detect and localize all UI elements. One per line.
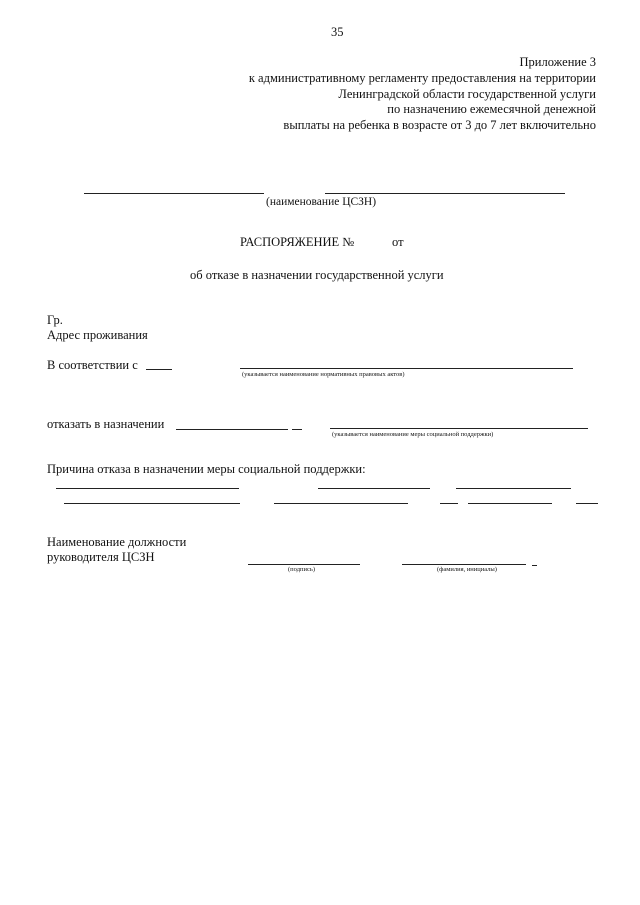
reason-line-2b — [274, 503, 408, 504]
appendix-line-3: Ленинградской области государственной услуги — [338, 87, 596, 101]
signature-caption: (подпись) — [288, 566, 315, 573]
page-number: 35 — [331, 25, 344, 39]
accordance-line — [240, 368, 573, 369]
org-name-line-right — [325, 193, 565, 194]
address-label: Адрес проживания — [47, 328, 148, 342]
signature-line — [248, 564, 360, 565]
appendix-line-4: по назначению ежемесячной денежной — [387, 102, 596, 116]
reason-line-2a — [64, 503, 240, 504]
citizen-label: Гр. — [47, 313, 63, 327]
order-subtitle: об отказе в назначении государственной услуги — [190, 268, 444, 282]
org-name-caption: (наименование ЦСЗН) — [266, 196, 377, 208]
name-line-tick — [532, 565, 537, 566]
reason-line-1b — [318, 488, 430, 489]
refuse-caption: (указывается наименование меры социальной поддержки) — [332, 431, 494, 438]
refuse-label: отказать в назначении — [47, 417, 165, 431]
accordance-caption: (указывается наименование нормативных правовых актов) — [242, 371, 405, 378]
refuse-line-left — [176, 429, 288, 430]
position-title-line-2: руководителя ЦСЗН — [47, 550, 155, 564]
refuse-line-dash — [292, 429, 302, 430]
reason-label: Причина отказа в назначении меры социальной поддержки: — [47, 462, 366, 476]
reason-line-1c — [456, 488, 571, 489]
accordance-short-line — [146, 369, 172, 370]
name-line — [402, 564, 526, 565]
reason-line-1a — [56, 488, 239, 489]
reason-line-2e — [576, 503, 598, 504]
position-title-line-1: Наименование должности — [47, 535, 187, 549]
appendix-line-2: к административному регламенту предоставления на территории — [248, 71, 596, 85]
order-title: РАСПОРЯЖЕНИЕ № — [240, 235, 355, 249]
appendix-title: Приложение 3 — [519, 55, 596, 69]
order-date-label: от — [392, 235, 404, 249]
refuse-line-right — [330, 428, 588, 429]
reason-line-2d — [468, 503, 552, 504]
appendix-line-5: выплаты на ребенка в возрасте от 3 до 7 лет включительно — [283, 118, 596, 132]
accordance-label: В соответствии с — [47, 358, 138, 372]
name-caption: (фамилия, инициалы) — [437, 566, 497, 573]
reason-line-2c — [440, 503, 458, 504]
org-name-line-left — [84, 193, 264, 194]
